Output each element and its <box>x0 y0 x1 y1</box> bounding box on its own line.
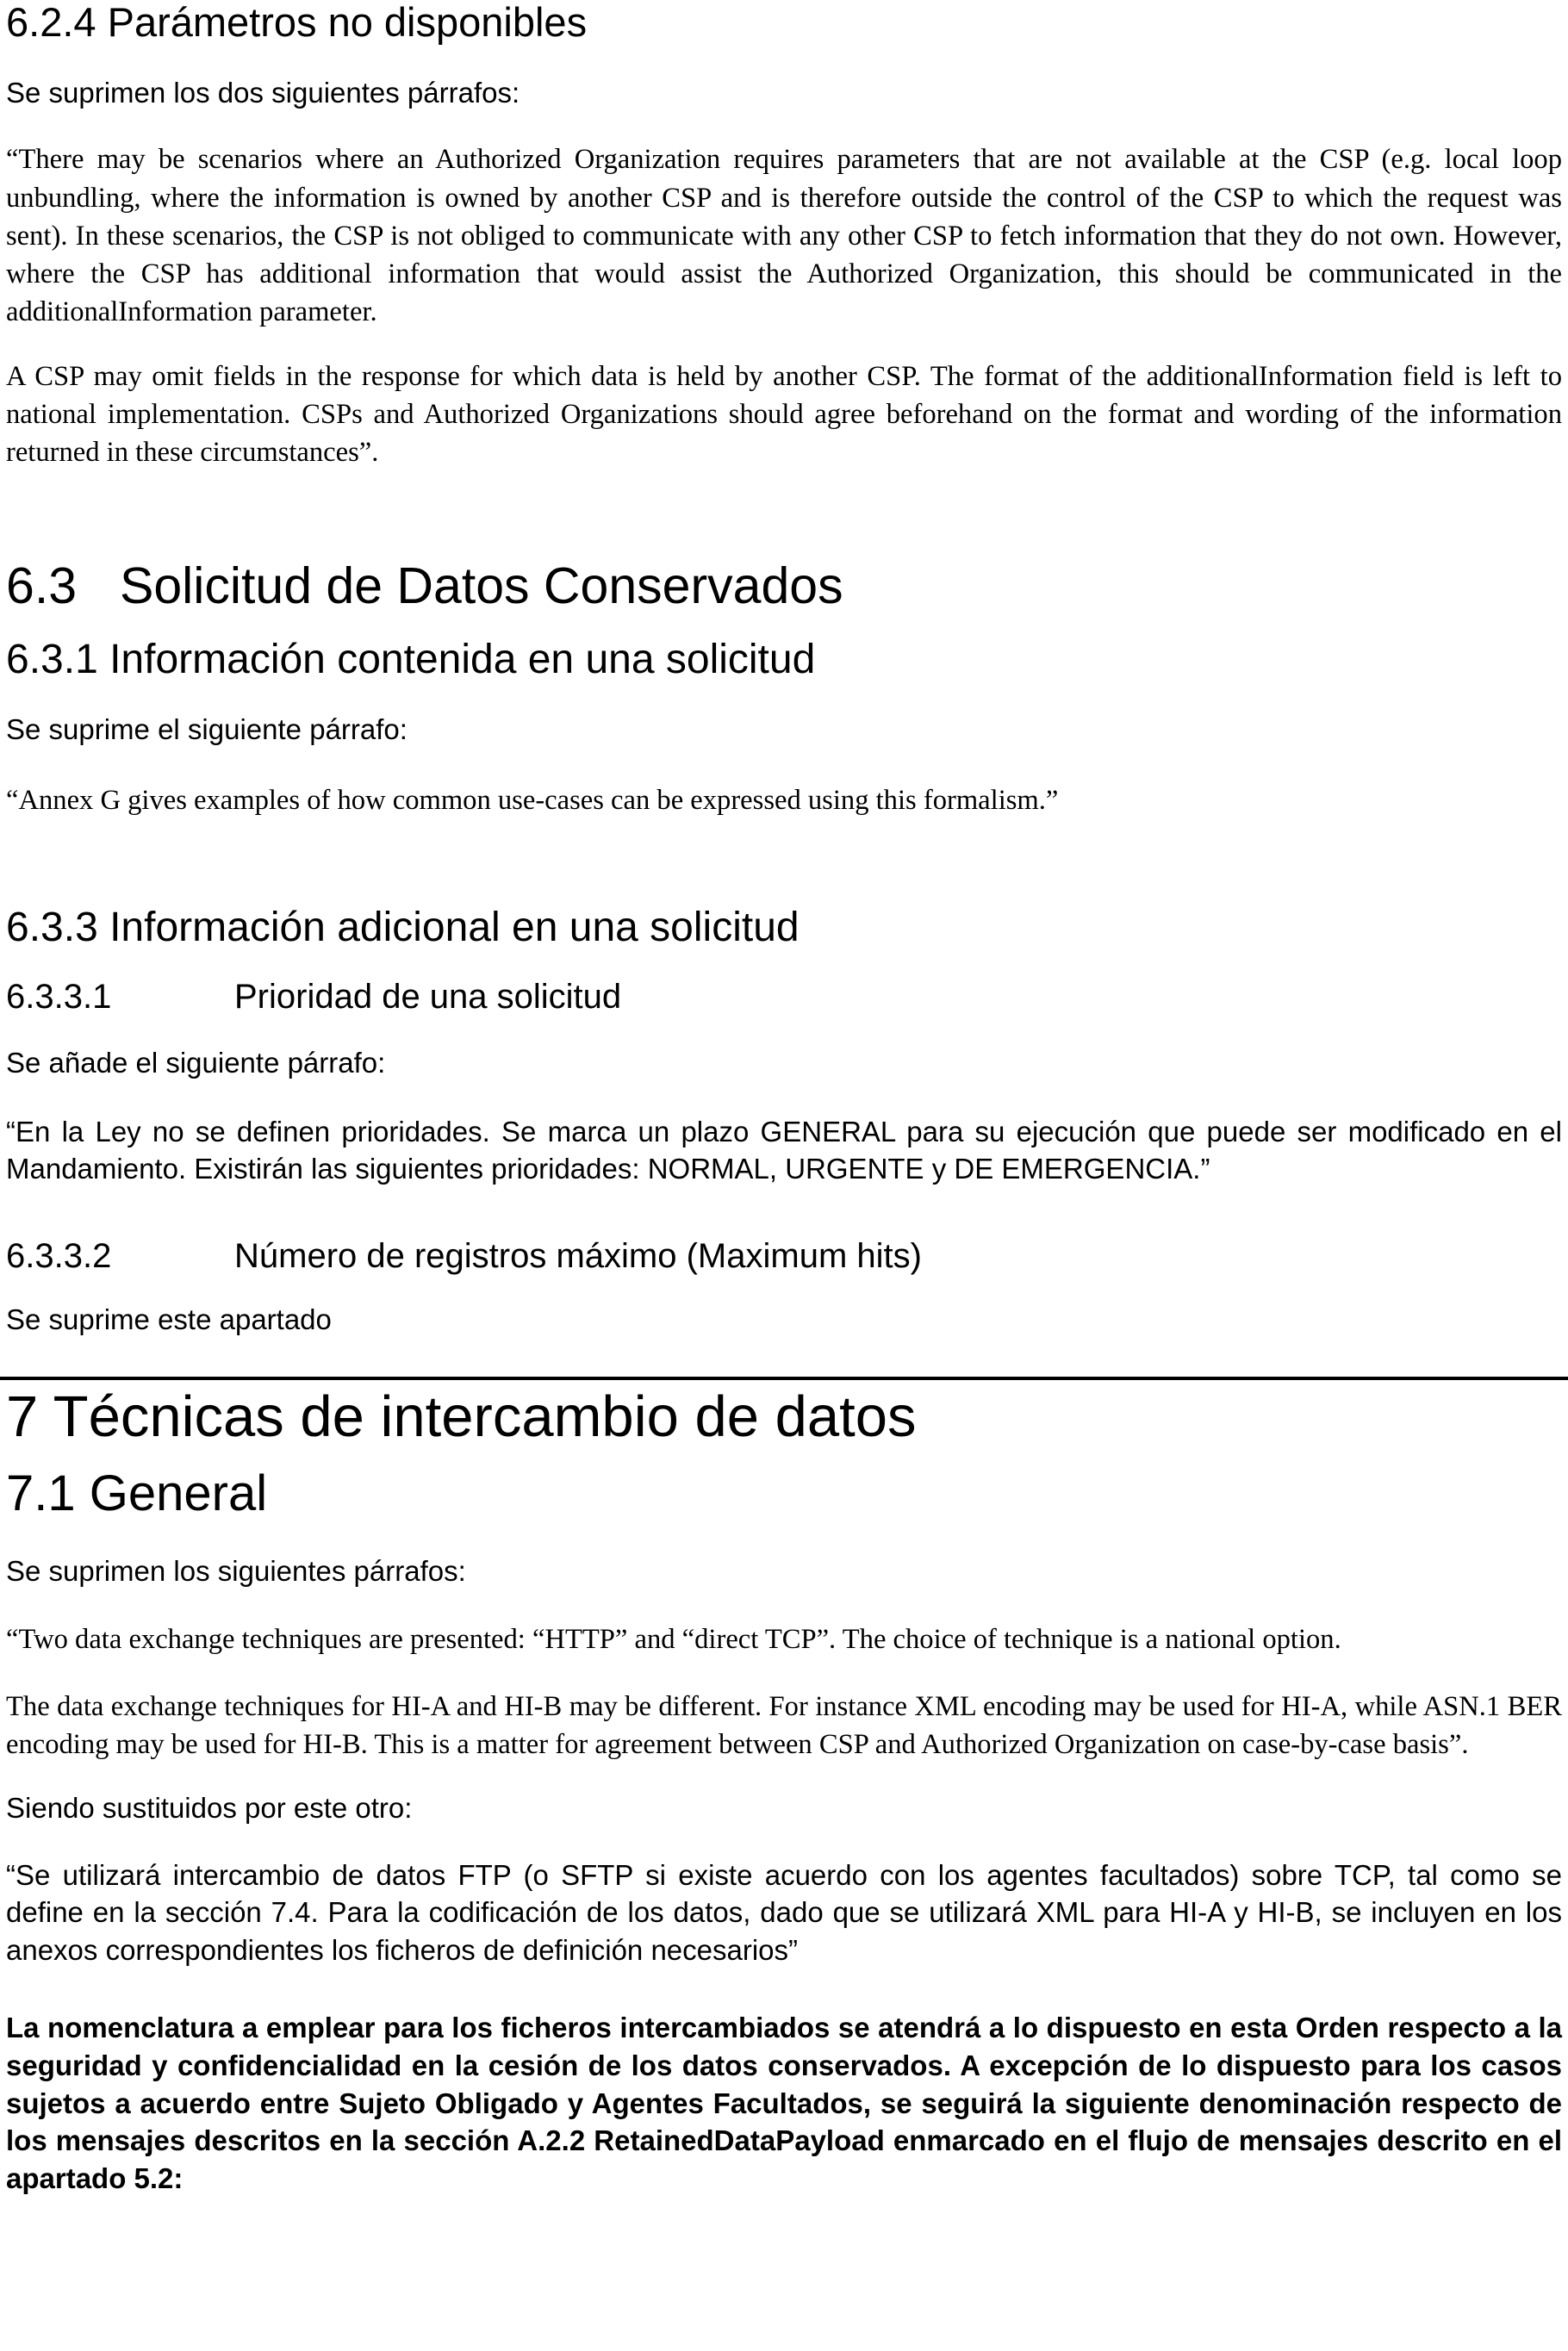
section-6-2-4-quote-paragraph-1: “There may be scenarios where an Authorized Organization requires parameters that are not available at the CSP (e.g. local loop unbundling, where the information is owned by another CSP and is therefore outside the control of the CSP to which the request was sent). In these scenarios, the CSP is not obliged to communicate with any other CSP to fetch information that they do not own. However, where the CSP has additional information that would assist the Authorized Organization, this should be communicated in the additionalInformation parameter. <box>6 144 1562 328</box>
section-6-3-3-2-intro: Se suprime este apartado <box>6 1303 332 1335</box>
section-6-3-heading <box>6 558 1562 614</box>
section-6-3-3-heading: 6.3.3 Información adicional en una solicitud <box>6 905 800 951</box>
section-6-3-3-2-number: 6.3.3.2 <box>6 1236 112 1275</box>
section-6-3-3-1-number: 6.3.3.1 <box>6 978 112 1017</box>
section-7-1-quote-paragraph-2: The data exchange techniques for HI-A and HI-B may be different. For instance XML encoding may be used for HI-A, while ASN.1 BER encoding may be used for HI-B. This is a matter for agreement between CSP and Authorized Organization on case-by-case basis”. <box>6 1690 1562 1760</box>
section-6-3-3-1-title: Prioridad de una solicitud <box>234 978 622 1017</box>
section-7-1-heading: 7.1 General <box>6 1465 268 1521</box>
section-7-1-quote-paragraph-1: “Two data exchange techniques are presented: “HTTP” and “direct TCP”. The choice of technique is a national option. <box>6 1624 1341 1656</box>
section-7-1-naming-paragraph: La nomenclatura a emplear para los ficheros intercambiados se atendrá a lo dispuesto en esta Orden respecto a la seguridad y confidencialidad en la cesión de los datos conservados. A excepción de lo dispuesto para los casos sujetos a acuerdo entre Sujeto Obligado y Agentes Facultados, se seguirá la siguiente denominación respecto de los mensajes descritos en la sección A.2.2 RetainedDataPayload enmarcado en el flujo de mensajes descrito en el apartado 5.2: <box>6 2012 1562 2194</box>
section-6-2-4-heading: 6.2.4 Parámetros no disponibles <box>6 0 588 45</box>
section-6-3-1-heading: 6.3.1 Información contenida en una solicitud <box>6 636 816 682</box>
chapter-divider <box>0 1377 1568 1380</box>
section-6-3-1-intro: Se suprime el siguiente párrafo: <box>6 713 408 746</box>
section-6-3-number: 6.3 <box>6 557 78 614</box>
section-6-3-3-1-heading <box>6 978 1562 1016</box>
section-6-3-3-2-title: Número de registros máximo (Maximum hits) <box>234 1236 922 1275</box>
section-6-3-3-1-quote: “En la Ley no se definen prioridades. Se marca un plazo GENERAL para su ejecución que puede ser modificado en el Mandamiento. Existirán las siguientes prioridades: NORMAL, URGENTE y DE EMERGENCIA.” <box>6 1115 1562 1185</box>
section-6-3-3-1-intro: Se añade el siguiente párrafo: <box>6 1047 386 1079</box>
section-7-1-replacement-intro: Siendo sustituidos por este otro: <box>6 1792 413 1825</box>
section-6-2-4-intro: Se suprimen los dos siguientes párrafos: <box>6 76 520 109</box>
section-6-3-title: Solicitud de Datos Conservados <box>120 557 843 614</box>
section-6-2-4-quote-paragraph-2: A CSP may omit fields in the response for which data is held by another CSP. The format of the additionalInformation field is left to national implementation. CSPs and Authorized Organizations should agree beforehand on the format and wording of the information returned in these circumstances”. <box>6 360 1562 469</box>
section-7-1-replacement-quote: “Se utilizará intercambio de datos FTP (o SFTP si existe acuerdo con los agentes facultados) sobre TCP, tal como se define en la sección 7.4. Para la codificación de los datos, dado que se utilizará XML para HI-A y HI-B, se incluyen en los anexos correspondientes los ficheros de definición necesarios” <box>6 1858 1562 1966</box>
chapter-7-heading: 7 Técnicas de intercambio de datos <box>6 1384 917 1450</box>
section-7-1-intro: Se suprimen los siguientes párrafos: <box>6 1554 466 1587</box>
section-6-3-1-quote: “Annex G gives examples of how common use-cases can be expressed using this formalism.” <box>6 784 1059 816</box>
section-6-3-3-2-heading <box>6 1237 1562 1275</box>
